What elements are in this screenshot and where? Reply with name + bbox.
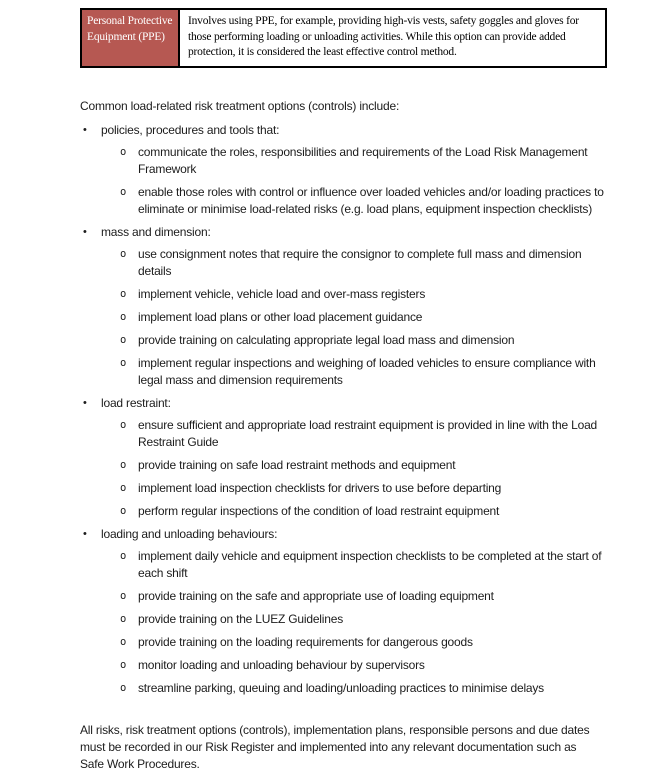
circle-bullet-icon: o [120, 247, 127, 260]
circle-bullet-icon: o [120, 310, 127, 323]
list-item-label: implement daily vehicle and equipment inspection checklists to be completed at the start of each shift [138, 548, 602, 580]
circle-bullet-icon: o [120, 504, 127, 517]
list-item-level2 [80, 634, 607, 651]
list-item-level2 [80, 548, 607, 582]
circle-bullet-icon: o [120, 458, 127, 471]
list-item-label: perform regular inspections of the condition of load restraint equipment [138, 503, 500, 518]
list-item-level2 [80, 184, 607, 218]
list-item-label: provide training on safe load restraint methods and equipment [138, 457, 456, 472]
list-item-level1 [80, 395, 607, 412]
list-item-label: provide training on the LUEZ Guidelines [138, 611, 343, 626]
list-item-label: enable those roles with control or influence over loaded vehicles and/or loading practices to eliminate or minimise load-related risks (e.g. load plans, equipment inspection checklists) [138, 184, 604, 216]
bullet-icon: • [83, 123, 87, 136]
list-item-label: use consignment notes that require the consignor to complete full mass and dimension details [138, 246, 582, 278]
list-item-label: streamline parking, queuing and loading/unloading practices to minimise delays [138, 680, 544, 695]
list-item-label: provide training on the safe and appropriate use of loading equipment [138, 588, 494, 603]
list-item-label: policies, procedures and tools that: [101, 122, 280, 137]
list-item-label: implement load inspection checklists for drivers to use before departing [138, 480, 502, 495]
circle-bullet-icon: o [120, 612, 127, 625]
bullet-icon: • [83, 225, 87, 238]
list-item-level2 [80, 657, 607, 674]
list-item-level1 [80, 224, 607, 241]
circle-bullet-icon: o [120, 418, 127, 431]
list-item-level2 [80, 457, 607, 474]
list-item-level2 [80, 144, 607, 178]
ppe-description-cell: Involves using PPE, for example, providing high-vis vests, safety goggles and gloves for those performing loading or unloading activities. While this option can provide added protection, it is considered the least effective control method. [188, 15, 579, 58]
circle-bullet-icon: o [120, 658, 127, 671]
list-item-level2 [80, 309, 607, 326]
list-item-label: load restraint: [101, 395, 171, 410]
list-item-level2 [80, 417, 607, 451]
list-item-level1 [80, 526, 607, 543]
circle-bullet-icon: o [120, 185, 127, 198]
list-item-level2 [80, 286, 607, 303]
list-item-level2 [80, 680, 607, 697]
circle-bullet-icon: o [120, 589, 127, 602]
list-item-label: implement vehicle, vehicle load and over-mass registers [138, 286, 426, 301]
list-item-label: communicate the roles, responsibilities and requirements of the Load Risk Management Framework [138, 144, 588, 176]
list-item-label: provide training on calculating appropriate legal load mass and dimension [138, 332, 515, 347]
list-item-level2 [80, 480, 607, 497]
list-item-label: mass and dimension: [101, 224, 211, 239]
closing-paragraph: All risks, risk treatment options (controls), implementation plans, responsible persons and due dates must be recorded in our Risk Register and implemented into any relevant documentation such as Safe Work Procedures. [80, 722, 590, 771]
circle-bullet-icon: o [120, 481, 127, 494]
document-body [80, 98, 607, 773]
list-item-level2 [80, 332, 607, 349]
ppe-label-cell: Personal Protective Equipment (PPE) [82, 10, 180, 66]
list-item-level2 [80, 355, 607, 389]
circle-bullet-icon: o [120, 356, 127, 369]
list-item-label: monitor loading and unloading behaviour by supervisors [138, 657, 425, 672]
bullet-icon: • [83, 396, 87, 409]
list-item-label: implement load plans or other load placement guidance [138, 309, 423, 324]
list-item-level2 [80, 611, 607, 628]
circle-bullet-icon: o [120, 635, 127, 648]
list-item-level2 [80, 246, 607, 280]
list-item-label: ensure sufficient and appropriate load restraint equipment is provided in line with the Load Restraint Guide [138, 417, 598, 449]
list-item-level2 [80, 503, 607, 520]
circle-bullet-icon: o [120, 681, 127, 694]
circle-bullet-icon: o [120, 333, 127, 346]
circle-bullet-icon: o [120, 287, 127, 300]
bullet-icon: • [83, 527, 87, 540]
list-item-label: provide training on the loading requirements for dangerous goods [138, 634, 473, 649]
ppe-table-row [80, 8, 607, 68]
list-item-level1 [80, 122, 607, 139]
circle-bullet-icon: o [120, 145, 127, 158]
circle-bullet-icon: o [120, 549, 127, 562]
intro-paragraph: Common load-related risk treatment options (controls) include: [80, 98, 400, 113]
list-item-label: loading and unloading behaviours: [101, 526, 278, 541]
list-item-level2 [80, 588, 607, 605]
controls-list [80, 122, 607, 697]
list-item-label: implement regular inspections and weighing of loaded vehicles to ensure compliance with legal mass and dimension requirements [138, 355, 596, 387]
